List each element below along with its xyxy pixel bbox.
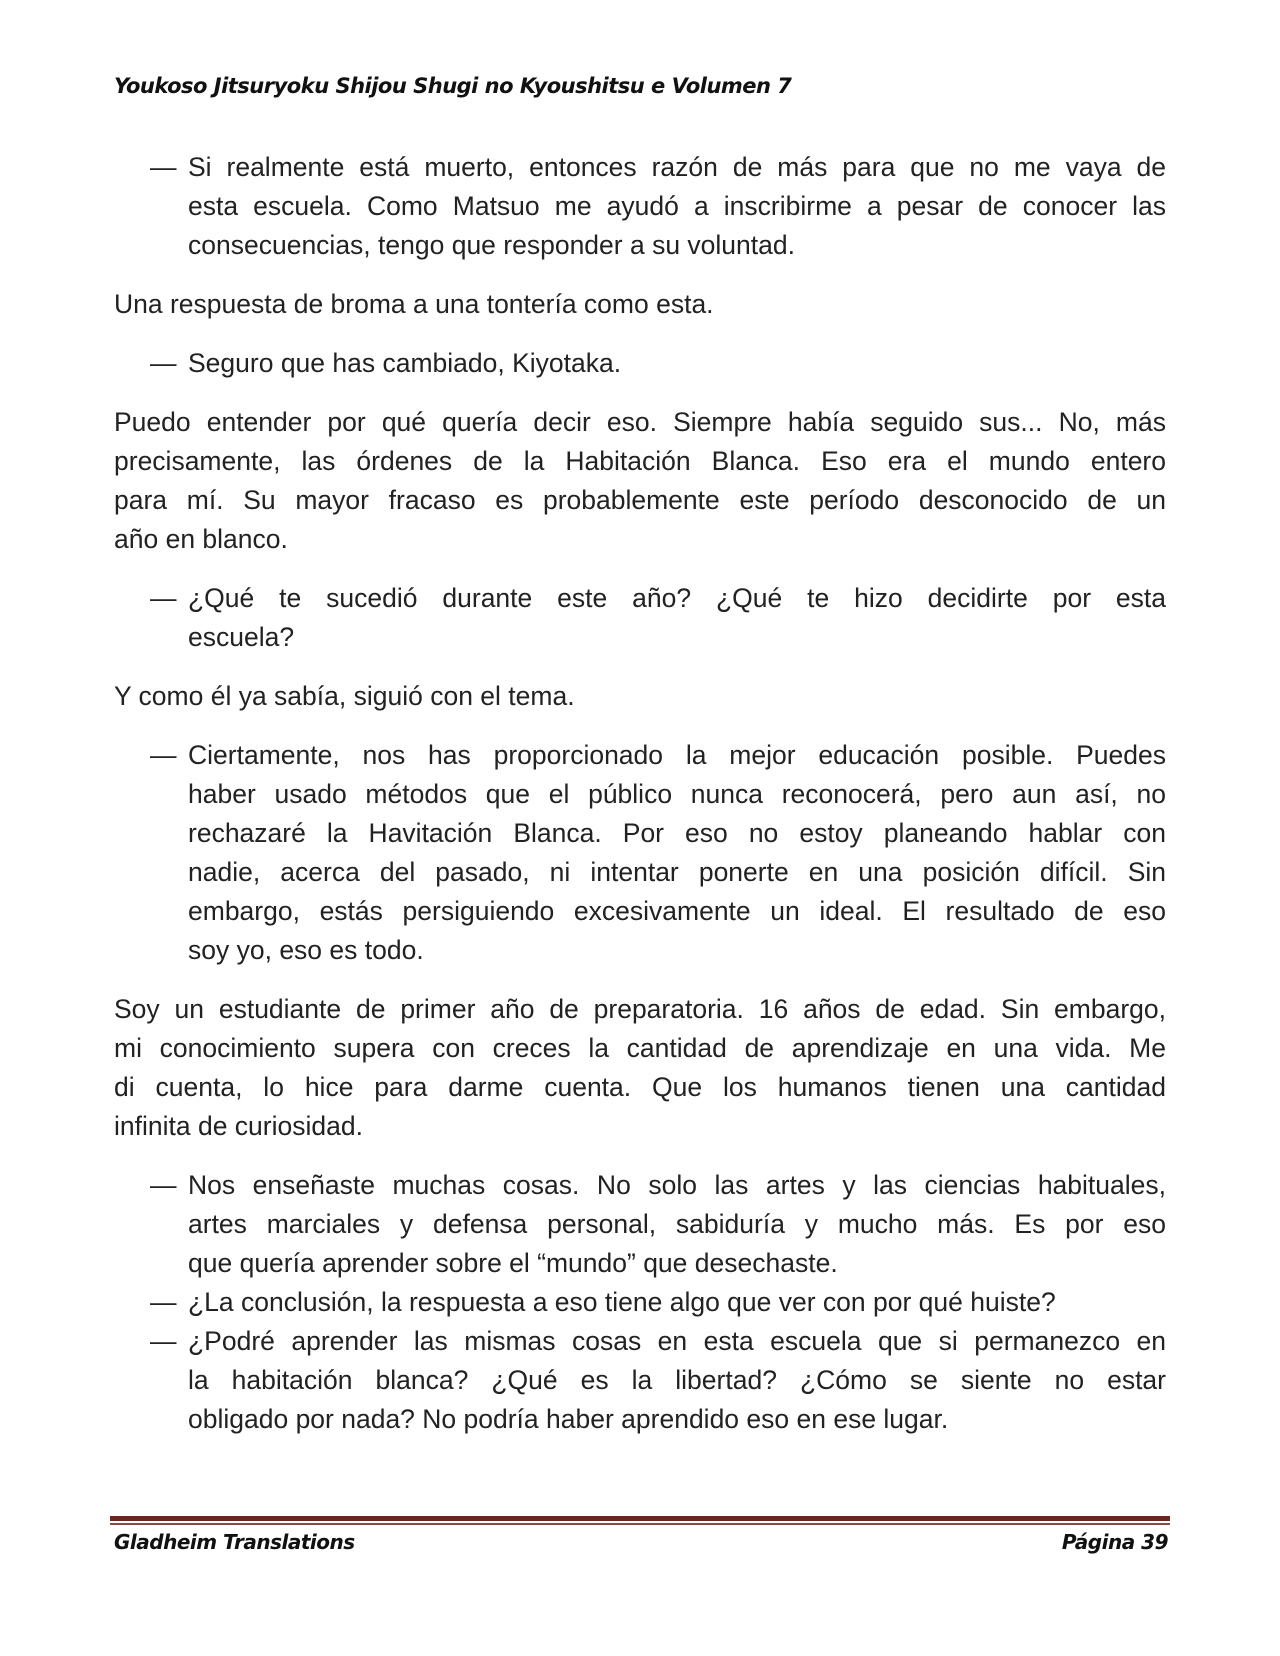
line-text: la habitación blanca? ¿Qué es la libertad? ¿Cómo se siente no estar [188, 1365, 1166, 1395]
dialogue-dash: — [150, 1326, 177, 1356]
text-line [114, 814, 1166, 853]
line-text: escuela? [188, 622, 295, 652]
text-line [114, 285, 1166, 324]
dialogue-line [114, 1166, 1166, 1283]
line-text: haber usado métodos que el público nunca reconocerá, pero aun así, no [188, 779, 1166, 809]
line-text: Si realmente está muerto, entonces razón de más para que no me vaya de [188, 152, 1166, 182]
text-line [114, 520, 1166, 559]
text-line [114, 148, 1166, 187]
text-line [114, 1361, 1166, 1400]
dialogue-line [114, 344, 1166, 383]
dialogue-line [114, 148, 1166, 265]
line-text: mi conocimiento supera con creces la cantidad de aprendizaje en una vida. Me [114, 1033, 1166, 1063]
dialogue-dash: — [150, 1287, 177, 1317]
dialogue-dash: — [150, 583, 177, 613]
footer-publisher: Gladheim Translations [114, 1530, 355, 1554]
text-line [114, 1283, 1166, 1322]
line-text: ¿Qué te sucedió durante este año? ¿Qué te hizo decidirte por esta [188, 583, 1166, 613]
text-line [114, 1107, 1166, 1146]
text-line [114, 853, 1166, 892]
line-text: año en blanco. [114, 524, 288, 554]
text-line [114, 1068, 1166, 1107]
dialogue-line [114, 736, 1166, 970]
text-line [114, 1205, 1166, 1244]
text-line [114, 677, 1166, 716]
line-text: obligado por nada? No podría haber aprendido eso en ese lugar. [188, 1404, 949, 1434]
footer-rule-thin [110, 1523, 1170, 1525]
paragraph [114, 677, 1166, 716]
text-line [114, 892, 1166, 931]
text-line [114, 442, 1166, 481]
text-line [114, 344, 1166, 383]
line-text: nadie, acerca del pasado, ni intentar ponerte en una posición difícil. Sin [188, 857, 1166, 887]
dialogue-dash: — [150, 1170, 177, 1200]
line-text: Seguro que has cambiado, Kiyotaka. [188, 348, 622, 378]
text-line [114, 618, 1166, 657]
text-line [114, 1166, 1166, 1205]
line-text: Ciertamente, nos has proporcionado la mejor educación posible. Puedes [188, 740, 1166, 770]
page-number: Página 39 [1061, 1530, 1168, 1554]
line-text: para mí. Su mayor fracaso es probablemente este período desconocido de un [114, 485, 1166, 515]
dialogue-line [114, 1322, 1166, 1439]
line-text: ¿La conclusión, la respuesta a eso tiene algo que ver con por qué huiste? [188, 1287, 1056, 1317]
line-text: embargo, estás persiguiendo excesivamente un ideal. El resultado de eso [188, 896, 1166, 926]
text-line [114, 736, 1166, 775]
dialogue-dash: — [150, 152, 177, 182]
footer-rule [110, 1516, 1170, 1521]
line-text: consecuencias, tengo que responder a su voluntad. [188, 230, 795, 260]
text-line [114, 1244, 1166, 1283]
dialogue-dash: — [150, 740, 177, 770]
line-text: rechazaré la Havitación Blanca. Por eso no estoy planeando hablar con [188, 818, 1166, 848]
running-header: Youkoso Jitsuryoku Shijou Shugi no Kyoushitsu e Volumen 7 [114, 74, 792, 98]
text-line [114, 579, 1166, 618]
line-text: Una respuesta de broma a una tontería como esta. [114, 289, 714, 319]
paragraph [114, 285, 1166, 324]
text-line [114, 403, 1166, 442]
text-line [114, 1029, 1166, 1068]
paragraph [114, 403, 1166, 559]
text-line [114, 1400, 1166, 1439]
line-text: Puedo entender por qué quería decir eso. Siempre había seguido sus... No, más [114, 407, 1166, 437]
line-text: que quería aprender sobre el “mundo” que desechaste. [188, 1248, 838, 1278]
text-line [114, 226, 1166, 265]
line-text: Y como él ya sabía, siguió con el tema. [114, 681, 575, 711]
text-line [114, 481, 1166, 520]
line-text: artes marciales y defensa personal, sabiduría y mucho más. Es por eso [188, 1209, 1166, 1239]
dialogue-dash: — [150, 348, 177, 378]
text-line [114, 187, 1166, 226]
dialogue-line [114, 1283, 1166, 1322]
line-text: Soy un estudiante de primer año de preparatoria. 16 años de edad. Sin embargo, [114, 994, 1166, 1024]
line-text: Nos enseñaste muchas cosas. No solo las artes y las ciencias habituales, [188, 1170, 1166, 1200]
dialogue-line [114, 579, 1166, 657]
line-text: soy yo, eso es todo. [188, 935, 424, 965]
text-line [114, 775, 1166, 814]
paragraph [114, 990, 1166, 1146]
line-text: infinita de curiosidad. [114, 1111, 363, 1141]
text-line [114, 931, 1166, 970]
line-text: esta escuela. Como Matsuo me ayudó a inscribirme a pesar de conocer las [188, 191, 1166, 221]
line-text: ¿Podré aprender las mismas cosas en esta escuela que si permanezco en [188, 1326, 1166, 1356]
page-body [114, 148, 1166, 1459]
text-line [114, 990, 1166, 1029]
line-text: precisamente, las órdenes de la Habitación Blanca. Eso era el mundo entero [114, 446, 1166, 476]
text-line [114, 1322, 1166, 1361]
line-text: di cuenta, lo hice para darme cuenta. Que los humanos tienen una cantidad [114, 1072, 1166, 1102]
